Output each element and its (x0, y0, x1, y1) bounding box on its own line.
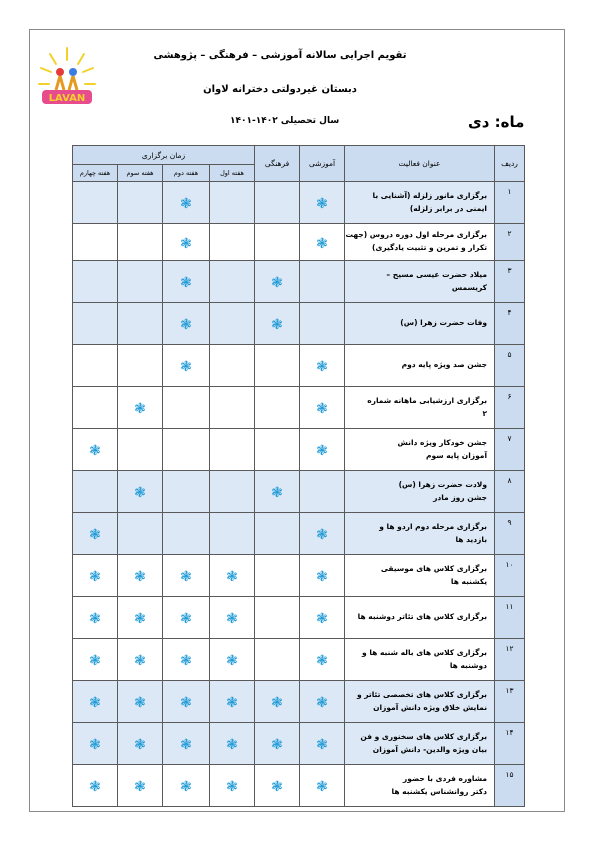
calendar-table (72, 145, 525, 807)
cell-w1 (210, 597, 255, 639)
asterisk-flower-icon: ❃ (89, 569, 101, 585)
cell-cultural (255, 261, 300, 303)
activity-line: نمایش خلاق ویژه دانش آموزان (373, 702, 488, 712)
activity-line: برگزاری مرحله دوم اردو ها و (379, 521, 488, 531)
school-name: دبستان غیردولتی دخترانه لاوان (203, 84, 357, 95)
cell-w3 (118, 471, 163, 513)
cell-w3 (118, 303, 163, 345)
cell-cultural (255, 345, 300, 387)
table-row (73, 513, 525, 555)
activity-line: برگزاری کلاس های تئاتر دوشنبه ها (357, 612, 488, 622)
asterisk-flower-icon: ❃ (180, 569, 192, 585)
cell-w2 (163, 681, 210, 723)
header-educational: آموزشی (300, 146, 345, 182)
cell-w1 (210, 681, 255, 723)
cell-cultural (255, 429, 300, 471)
activity-line: آموزان پایه سوم (426, 450, 488, 460)
cell-w1 (210, 513, 255, 555)
cell-cultural (255, 723, 300, 765)
calendar-rows (73, 182, 525, 807)
table-row (73, 597, 525, 639)
cell-w1 (210, 387, 255, 429)
cell-educational (300, 303, 345, 345)
row-number: ۲ (495, 224, 525, 261)
cell-w1 (210, 303, 255, 345)
table-row (73, 765, 525, 807)
activity-line: برگزاری کلاس های موسیقی (380, 563, 488, 573)
cell-w4 (73, 555, 118, 597)
asterisk-flower-icon: ❃ (89, 779, 101, 795)
row-number: ۱۵ (495, 765, 525, 807)
cell-cultural (255, 224, 300, 261)
activity-title (345, 182, 495, 224)
cell-w1 (210, 639, 255, 681)
cell-w4 (73, 387, 118, 429)
activity-title (345, 345, 495, 387)
header-week1: هفته اول (210, 165, 255, 182)
cell-w4 (73, 303, 118, 345)
header-activity: عنوان فعالیت (345, 146, 495, 182)
activity-line: دکتر روانشناس یکشنبه ها (391, 786, 488, 796)
cell-w1 (210, 345, 255, 387)
cell-w4 (73, 513, 118, 555)
cell-w3 (118, 513, 163, 555)
cell-educational (300, 513, 345, 555)
activity-line: برگزاری مانور زلزله (آشنایی با (372, 190, 488, 200)
asterisk-flower-icon: ❃ (316, 235, 328, 252)
cell-w2 (163, 765, 210, 807)
activity-line: میلاد حضرت عیسی مسیح – (386, 269, 488, 279)
cell-cultural (255, 639, 300, 681)
cell-w2 (163, 429, 210, 471)
activity-line: کریسمس (451, 282, 488, 292)
cell-w2 (163, 224, 210, 261)
activity-title (345, 429, 495, 471)
asterisk-flower-icon: ❃ (180, 779, 192, 795)
asterisk-flower-icon: ❃ (134, 695, 146, 711)
activity-line: برگزاری مرحله اول دوره دروس (جهت (345, 230, 488, 240)
cell-w3 (118, 597, 163, 639)
asterisk-flower-icon: ❃ (89, 443, 101, 459)
cell-w1 (210, 429, 255, 471)
row-number: ۱۲ (495, 639, 525, 681)
cell-w4 (73, 429, 118, 471)
cell-cultural (255, 513, 300, 555)
asterisk-flower-icon: ❃ (316, 695, 328, 711)
cell-w1 (210, 182, 255, 224)
school-logo (38, 46, 96, 108)
header-week4: هفته چهارم (73, 165, 118, 182)
asterisk-flower-icon: ❃ (89, 527, 101, 543)
cell-w3 (118, 345, 163, 387)
cell-w3 (118, 765, 163, 807)
header-week3: هفته سوم (118, 165, 163, 182)
table-row (73, 429, 525, 471)
cell-educational (300, 429, 345, 471)
row-number: ۳ (495, 261, 525, 303)
cell-w4 (73, 182, 118, 224)
asterisk-flower-icon: ❃ (180, 611, 192, 627)
asterisk-flower-icon: ❃ (316, 401, 328, 417)
asterisk-flower-icon: ❃ (271, 737, 283, 753)
asterisk-flower-icon: ❃ (180, 317, 192, 333)
activity-line: ایمنی در برابر زلزله) (409, 203, 488, 213)
asterisk-flower-icon: ❃ (226, 737, 238, 753)
asterisk-flower-icon: ❃ (271, 485, 283, 501)
cell-w3 (118, 723, 163, 765)
asterisk-flower-icon: ❃ (134, 653, 146, 669)
cell-w4 (73, 723, 118, 765)
row-number: ۹ (495, 513, 525, 555)
activity-line: تکرار و تمرین و تثبیت یادگیری) (372, 243, 488, 252)
asterisk-flower-icon: ❃ (134, 569, 146, 585)
asterisk-flower-icon: ❃ (180, 737, 192, 753)
cell-w4 (73, 639, 118, 681)
cell-w3 (118, 261, 163, 303)
cell-w2 (163, 723, 210, 765)
row-number: ۸ (495, 471, 525, 513)
asterisk-flower-icon: ❃ (316, 359, 328, 375)
activity-title (345, 597, 495, 639)
cell-educational (300, 224, 345, 261)
asterisk-flower-icon: ❃ (89, 737, 101, 753)
cell-w2 (163, 555, 210, 597)
cell-w3 (118, 639, 163, 681)
row-number: ۱ (495, 182, 525, 224)
asterisk-flower-icon: ❃ (316, 611, 328, 627)
asterisk-flower-icon: ❃ (134, 401, 146, 417)
cell-educational (300, 345, 345, 387)
activity-line: یکشنبه ها (450, 576, 488, 586)
activity-line: ولادت حضرت زهرا (س) (398, 479, 488, 489)
cell-cultural (255, 555, 300, 597)
cell-w3 (118, 224, 163, 261)
table-row (73, 723, 525, 765)
cell-educational (300, 555, 345, 597)
cell-w3 (118, 681, 163, 723)
cell-educational (300, 681, 345, 723)
asterisk-flower-icon: ❃ (316, 653, 328, 669)
cell-w4 (73, 261, 118, 303)
table-row (73, 303, 525, 345)
cell-cultural (255, 387, 300, 429)
cell-w1 (210, 261, 255, 303)
row-number: ۱۳ (495, 681, 525, 723)
table-row (73, 681, 525, 723)
table-row (73, 639, 525, 681)
table-row (73, 345, 525, 387)
asterisk-flower-icon: ❃ (180, 275, 192, 291)
table-row (73, 471, 525, 513)
asterisk-flower-icon: ❃ (271, 317, 283, 333)
cell-w4 (73, 597, 118, 639)
cell-educational (300, 723, 345, 765)
cell-educational (300, 182, 345, 224)
cell-w2 (163, 639, 210, 681)
activity-title (345, 224, 495, 261)
cell-w4 (73, 681, 118, 723)
asterisk-flower-icon: ❃ (226, 653, 238, 669)
activity-line: مشاوره فردی با حضور (402, 773, 488, 783)
activity-line: برگزاری ارزشیابی ماهانه شماره (367, 395, 488, 405)
asterisk-flower-icon: ❃ (180, 235, 192, 252)
activity-title (345, 723, 495, 765)
table-row (73, 182, 525, 224)
cell-w4 (73, 471, 118, 513)
asterisk-flower-icon: ❃ (271, 779, 283, 795)
activity-line: برگزاری کلاس های باله شنبه ها و (362, 647, 488, 657)
row-number: ۱۰ (495, 555, 525, 597)
asterisk-flower-icon: ❃ (316, 443, 328, 459)
asterisk-flower-icon: ❃ (226, 611, 238, 627)
cell-w4 (73, 345, 118, 387)
asterisk-flower-icon: ❃ (134, 779, 146, 795)
asterisk-flower-icon: ❃ (271, 695, 283, 711)
row-number: ۶ (495, 387, 525, 429)
cell-w1 (210, 723, 255, 765)
cell-cultural (255, 597, 300, 639)
asterisk-flower-icon: ❃ (134, 737, 146, 753)
asterisk-flower-icon: ❃ (226, 695, 238, 711)
activity-title (345, 765, 495, 807)
asterisk-flower-icon: ❃ (134, 485, 146, 501)
asterisk-flower-icon: ❃ (226, 569, 238, 585)
cell-educational (300, 471, 345, 513)
activity-line: بیان ویژه والدین- دانش آموزان (372, 744, 488, 754)
activity-line: جشن خودکار ویژه دانش (397, 437, 488, 447)
cell-w2 (163, 597, 210, 639)
activity-title (345, 513, 495, 555)
cell-cultural (255, 182, 300, 224)
cell-w2 (163, 261, 210, 303)
activity-line: برگزاری کلاس های سخنوری و فن (360, 731, 488, 741)
activity-line: جشن صد ویژه پایه دوم (401, 360, 488, 370)
activity-line: برگزاری کلاس های تخصصی تئاتر و (356, 689, 488, 699)
header-schedule: زمان برگزاری (73, 146, 255, 165)
cell-w1 (210, 765, 255, 807)
asterisk-flower-icon: ❃ (180, 695, 192, 711)
row-number: ۷ (495, 429, 525, 471)
activity-line: وفات حضرت زهرا (س) (400, 318, 488, 328)
cell-cultural (255, 471, 300, 513)
asterisk-flower-icon: ❃ (89, 653, 101, 669)
table-row (73, 387, 525, 429)
cell-w1 (210, 224, 255, 261)
header-week2: هفته دوم (163, 165, 210, 182)
asterisk-flower-icon: ❃ (271, 275, 283, 291)
month-label: ماه: دی (468, 113, 525, 131)
table-row (73, 261, 525, 303)
table-row (73, 224, 525, 261)
row-number: ۱۴ (495, 723, 525, 765)
cell-cultural (255, 765, 300, 807)
activity-title (345, 261, 495, 303)
cell-w2 (163, 513, 210, 555)
svg-text:LAVAN: LAVAN (48, 93, 86, 104)
activity-title (345, 303, 495, 345)
cell-w2 (163, 387, 210, 429)
row-number: ۴ (495, 303, 525, 345)
academic-year: سال تحصیلی ۱۴۰۲-۱۴۰۱ (230, 116, 340, 126)
cell-w2 (163, 303, 210, 345)
cell-w3 (118, 555, 163, 597)
asterisk-flower-icon: ❃ (180, 359, 192, 375)
activity-title (345, 681, 495, 723)
cell-w3 (118, 387, 163, 429)
activity-title (345, 555, 495, 597)
activity-title (345, 471, 495, 513)
header-cultural: فرهنگی (255, 146, 300, 182)
asterisk-flower-icon: ❃ (180, 653, 192, 669)
cell-w1 (210, 555, 255, 597)
asterisk-flower-icon: ❃ (316, 737, 328, 753)
asterisk-flower-icon: ❃ (89, 611, 101, 627)
asterisk-flower-icon: ❃ (134, 611, 146, 627)
activity-line: بازدید ها (455, 534, 488, 544)
cell-w2 (163, 345, 210, 387)
cell-educational (300, 597, 345, 639)
page-title: تقویم اجرایی سالانه آموزشی – فرهنگی – پژوهشی (153, 50, 407, 61)
asterisk-flower-icon: ❃ (316, 569, 328, 585)
asterisk-flower-icon: ❃ (316, 779, 328, 795)
asterisk-flower-icon: ❃ (89, 695, 101, 711)
cell-w3 (118, 182, 163, 224)
cell-educational (300, 765, 345, 807)
header-row-no: ردیف (495, 146, 525, 182)
cell-w4 (73, 224, 118, 261)
activity-line: جشن روز مادر (433, 492, 488, 502)
cell-cultural (255, 303, 300, 345)
activity-line: ۲ (482, 408, 488, 418)
activity-line: دوشنبه ها (449, 660, 488, 670)
table-row (73, 555, 525, 597)
activity-title (345, 387, 495, 429)
asterisk-flower-icon: ❃ (316, 196, 328, 212)
cell-w3 (118, 429, 163, 471)
asterisk-flower-icon: ❃ (316, 527, 328, 543)
cell-w2 (163, 182, 210, 224)
row-number: ۵ (495, 345, 525, 387)
cell-educational (300, 387, 345, 429)
asterisk-flower-icon: ❃ (226, 779, 238, 795)
cell-w1 (210, 471, 255, 513)
asterisk-flower-icon: ❃ (180, 196, 192, 212)
cell-educational (300, 261, 345, 303)
cell-cultural (255, 681, 300, 723)
row-number: ۱۱ (495, 597, 525, 639)
cell-educational (300, 639, 345, 681)
cell-w4 (73, 765, 118, 807)
activity-title (345, 639, 495, 681)
cell-w2 (163, 471, 210, 513)
